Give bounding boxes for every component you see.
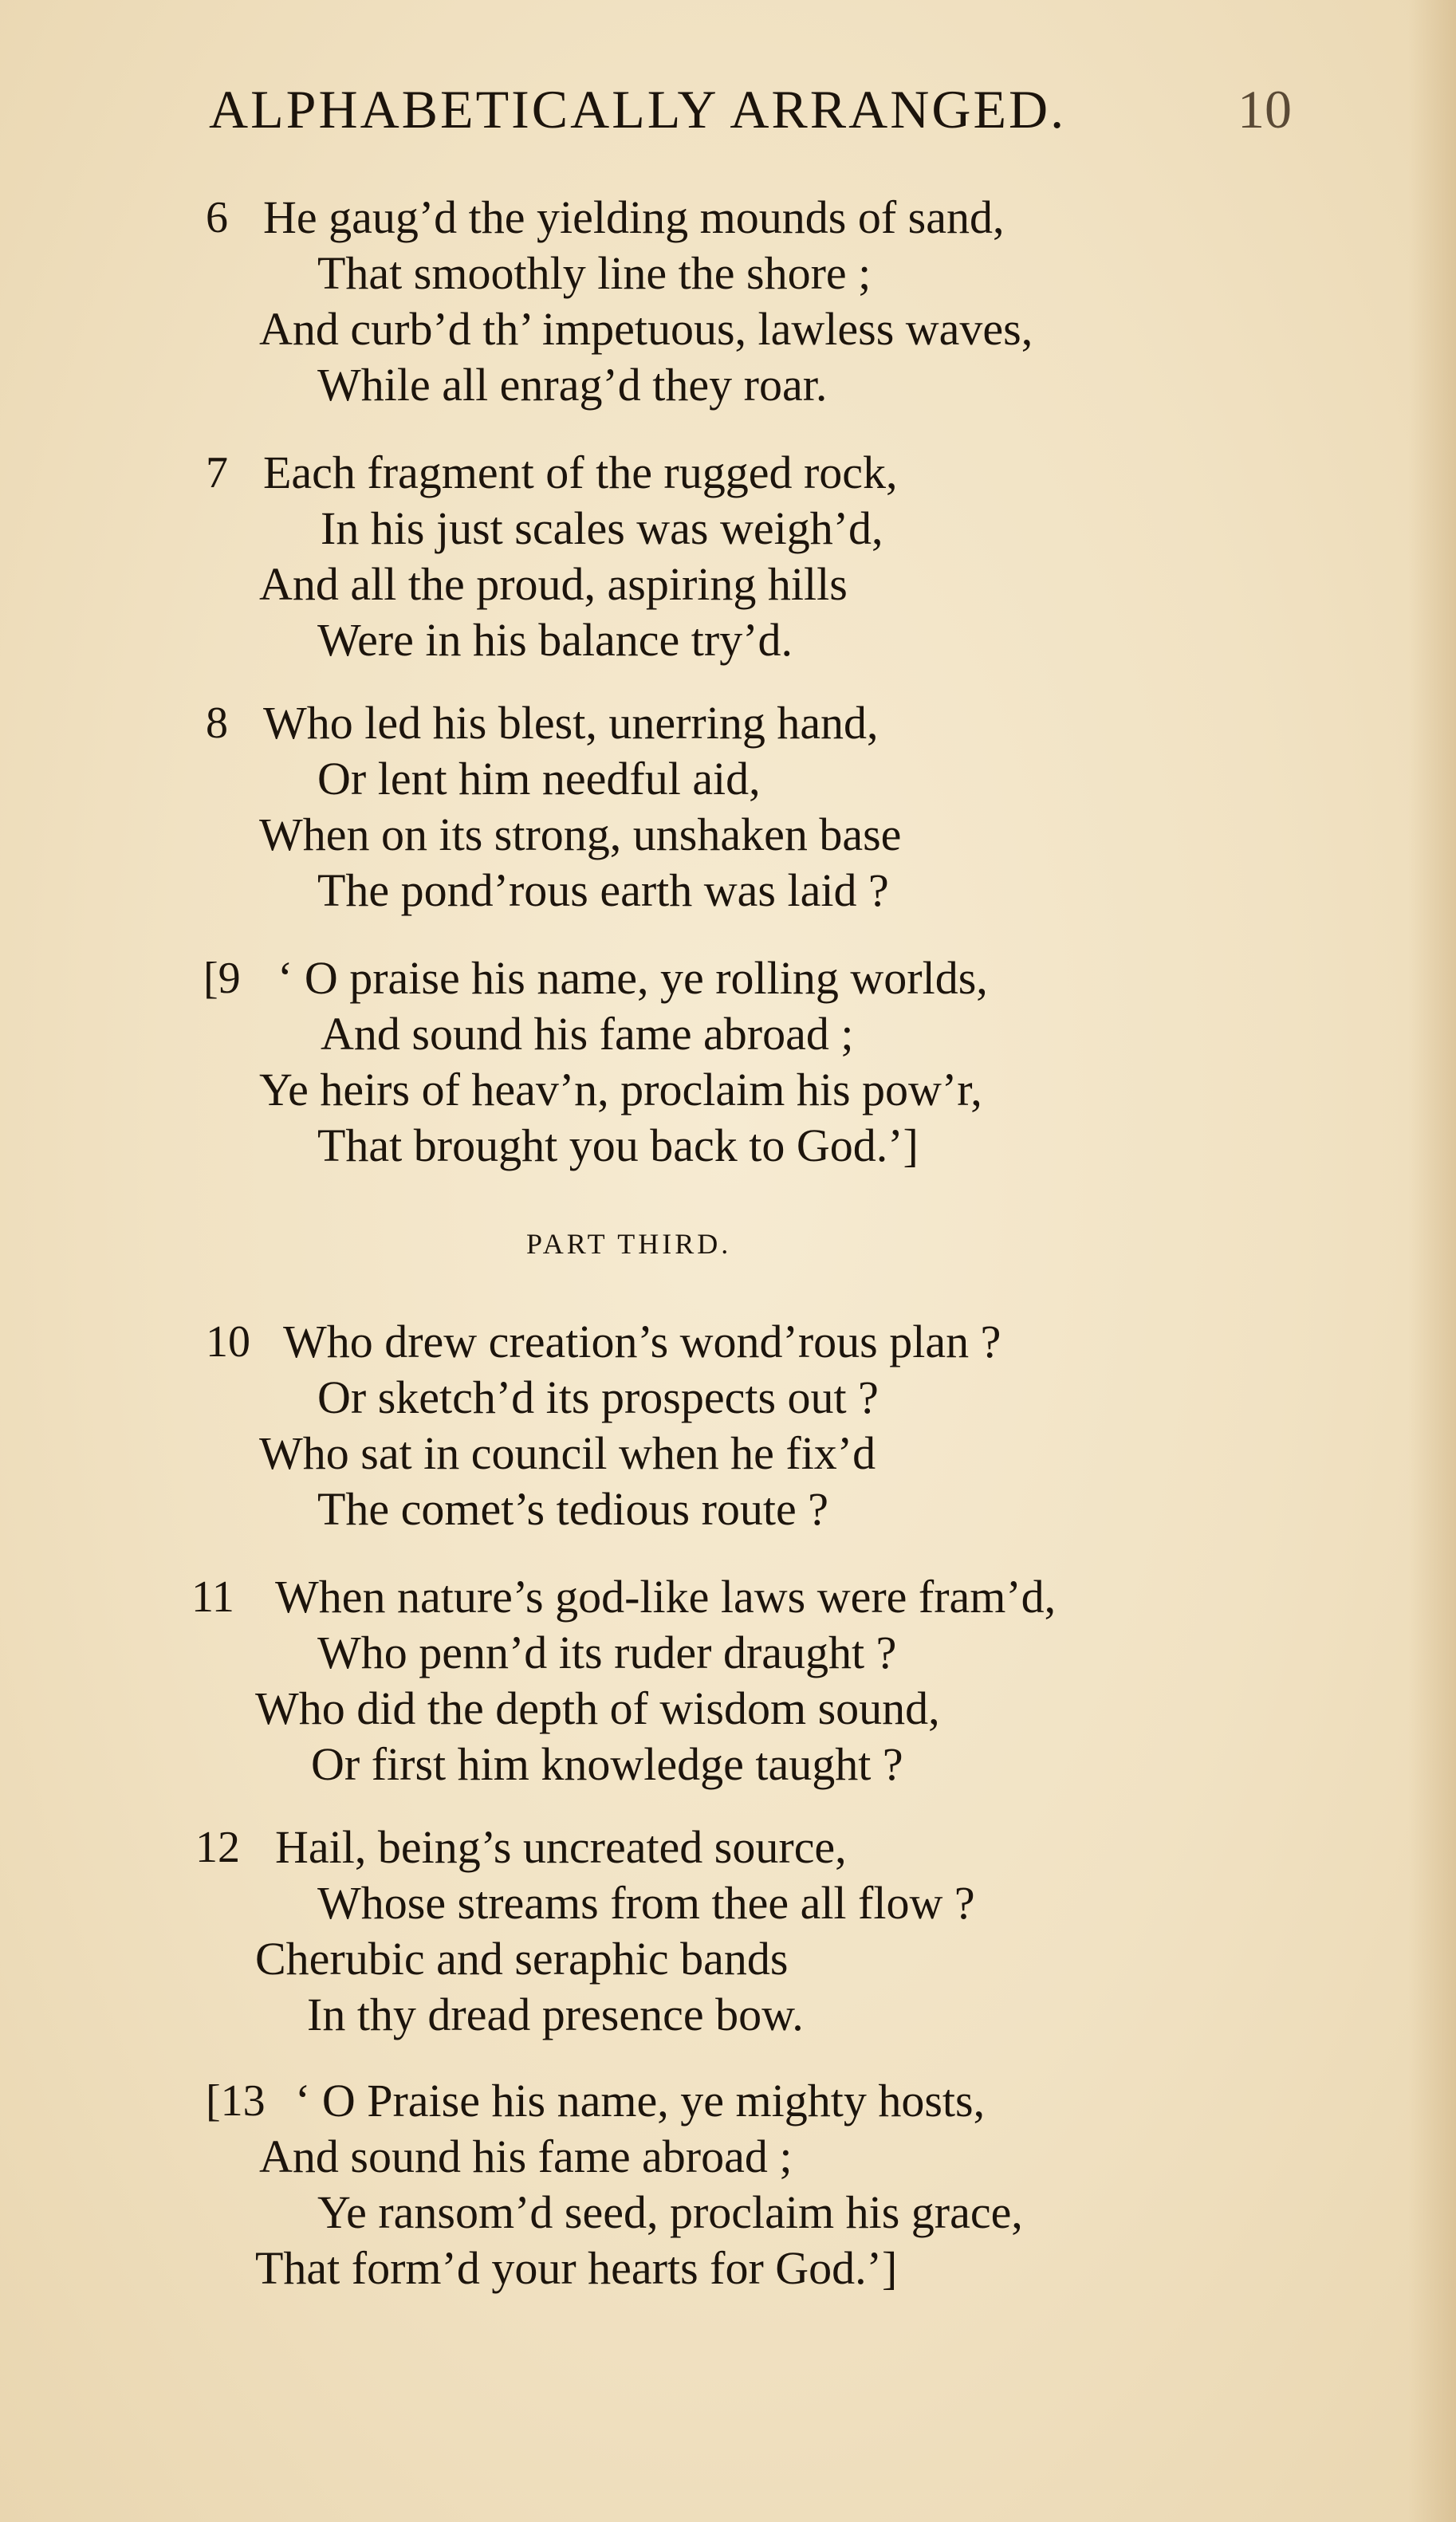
verse-line: The pond’rous earth was laid ? bbox=[317, 864, 889, 916]
verse-line: Whose streams from thee all flow ? bbox=[317, 1877, 975, 1929]
stanza-number: 7 bbox=[206, 448, 228, 498]
verse-line: While all enrag’d they roar. bbox=[317, 359, 828, 411]
verse-line: That form’d your hearts for God.’] bbox=[255, 2242, 898, 2294]
verse-line: ‘ O Praise his name, ye mighty hosts, bbox=[295, 2075, 986, 2127]
stanza-number: [13 bbox=[206, 2076, 266, 2126]
verse-line: Who led his blest, unerring hand, bbox=[263, 697, 879, 749]
part-heading: PART THIRD. bbox=[526, 1228, 732, 1260]
verse-line: Or sketch’d its prospects out ? bbox=[317, 1371, 879, 1423]
verse-line: ‘ O praise his name, ye rolling worlds, bbox=[277, 952, 988, 1004]
verse-line: And all the proud, aspiring hills bbox=[259, 558, 848, 610]
stanza-number: 12 bbox=[195, 1823, 240, 1872]
stanza-number: 6 bbox=[206, 193, 228, 242]
page-number: 10 bbox=[1238, 79, 1292, 140]
verse-line: Who drew creation’s wond’rous plan ? bbox=[283, 1316, 1001, 1367]
verse-line: Or first him knowledge taught ? bbox=[311, 1738, 903, 1790]
verse-line: Ye heirs of heav’n, proclaim his pow’r, bbox=[259, 1064, 982, 1115]
verse-line: The comet’s tedious route ? bbox=[317, 1483, 829, 1535]
stanza-number: 10 bbox=[206, 1317, 250, 1367]
verse-line: When nature’s god-like laws were fram’d, bbox=[275, 1571, 1057, 1623]
verse-line: In thy dread presence bow. bbox=[307, 1989, 804, 2040]
verse-line: That brought you back to God.’] bbox=[317, 1119, 919, 1171]
verse-line: Ye ransom’d seed, proclaim his grace, bbox=[317, 2186, 1023, 2238]
verse-line: And sound his fame abroad ; bbox=[321, 1008, 854, 1060]
verse-line: He gaug’d the yielding mounds of sand, bbox=[263, 191, 1005, 243]
verse-line: And sound his fame abroad ; bbox=[259, 2131, 793, 2182]
verse-line: Who did the depth of wisdom sound, bbox=[255, 1682, 940, 1734]
verse-line: When on its strong, unshaken base bbox=[259, 809, 902, 860]
verse-line: In his just scales was weigh’d, bbox=[321, 502, 883, 554]
header-title: ALPHABETICALLY ARRANGED. bbox=[209, 79, 1067, 140]
stanza-number: [9 bbox=[203, 954, 241, 1003]
stanza-number: 11 bbox=[191, 1572, 234, 1622]
running-header bbox=[209, 73, 1325, 145]
verse-line: Each fragment of the rugged rock, bbox=[263, 447, 898, 498]
verse-line: Or lent him needful aid, bbox=[317, 753, 761, 805]
stanza-number: 8 bbox=[206, 698, 228, 748]
verse-line: Hail, being’s uncreated source, bbox=[275, 1821, 847, 1873]
verse-line: And curb’d th’ impetuous, lawless waves, bbox=[259, 303, 1033, 355]
page-edge-shadow bbox=[1408, 0, 1456, 2522]
verse-line: Who penn’d its ruder draught ? bbox=[317, 1627, 897, 1678]
verse-line: Were in his balance try’d. bbox=[317, 614, 793, 666]
verse-line: Cherubic and seraphic bands bbox=[255, 1933, 789, 1985]
verse-line: Who sat in council when he fix’d bbox=[259, 1427, 876, 1479]
verse-line: That smoothly line the shore ; bbox=[317, 247, 872, 299]
